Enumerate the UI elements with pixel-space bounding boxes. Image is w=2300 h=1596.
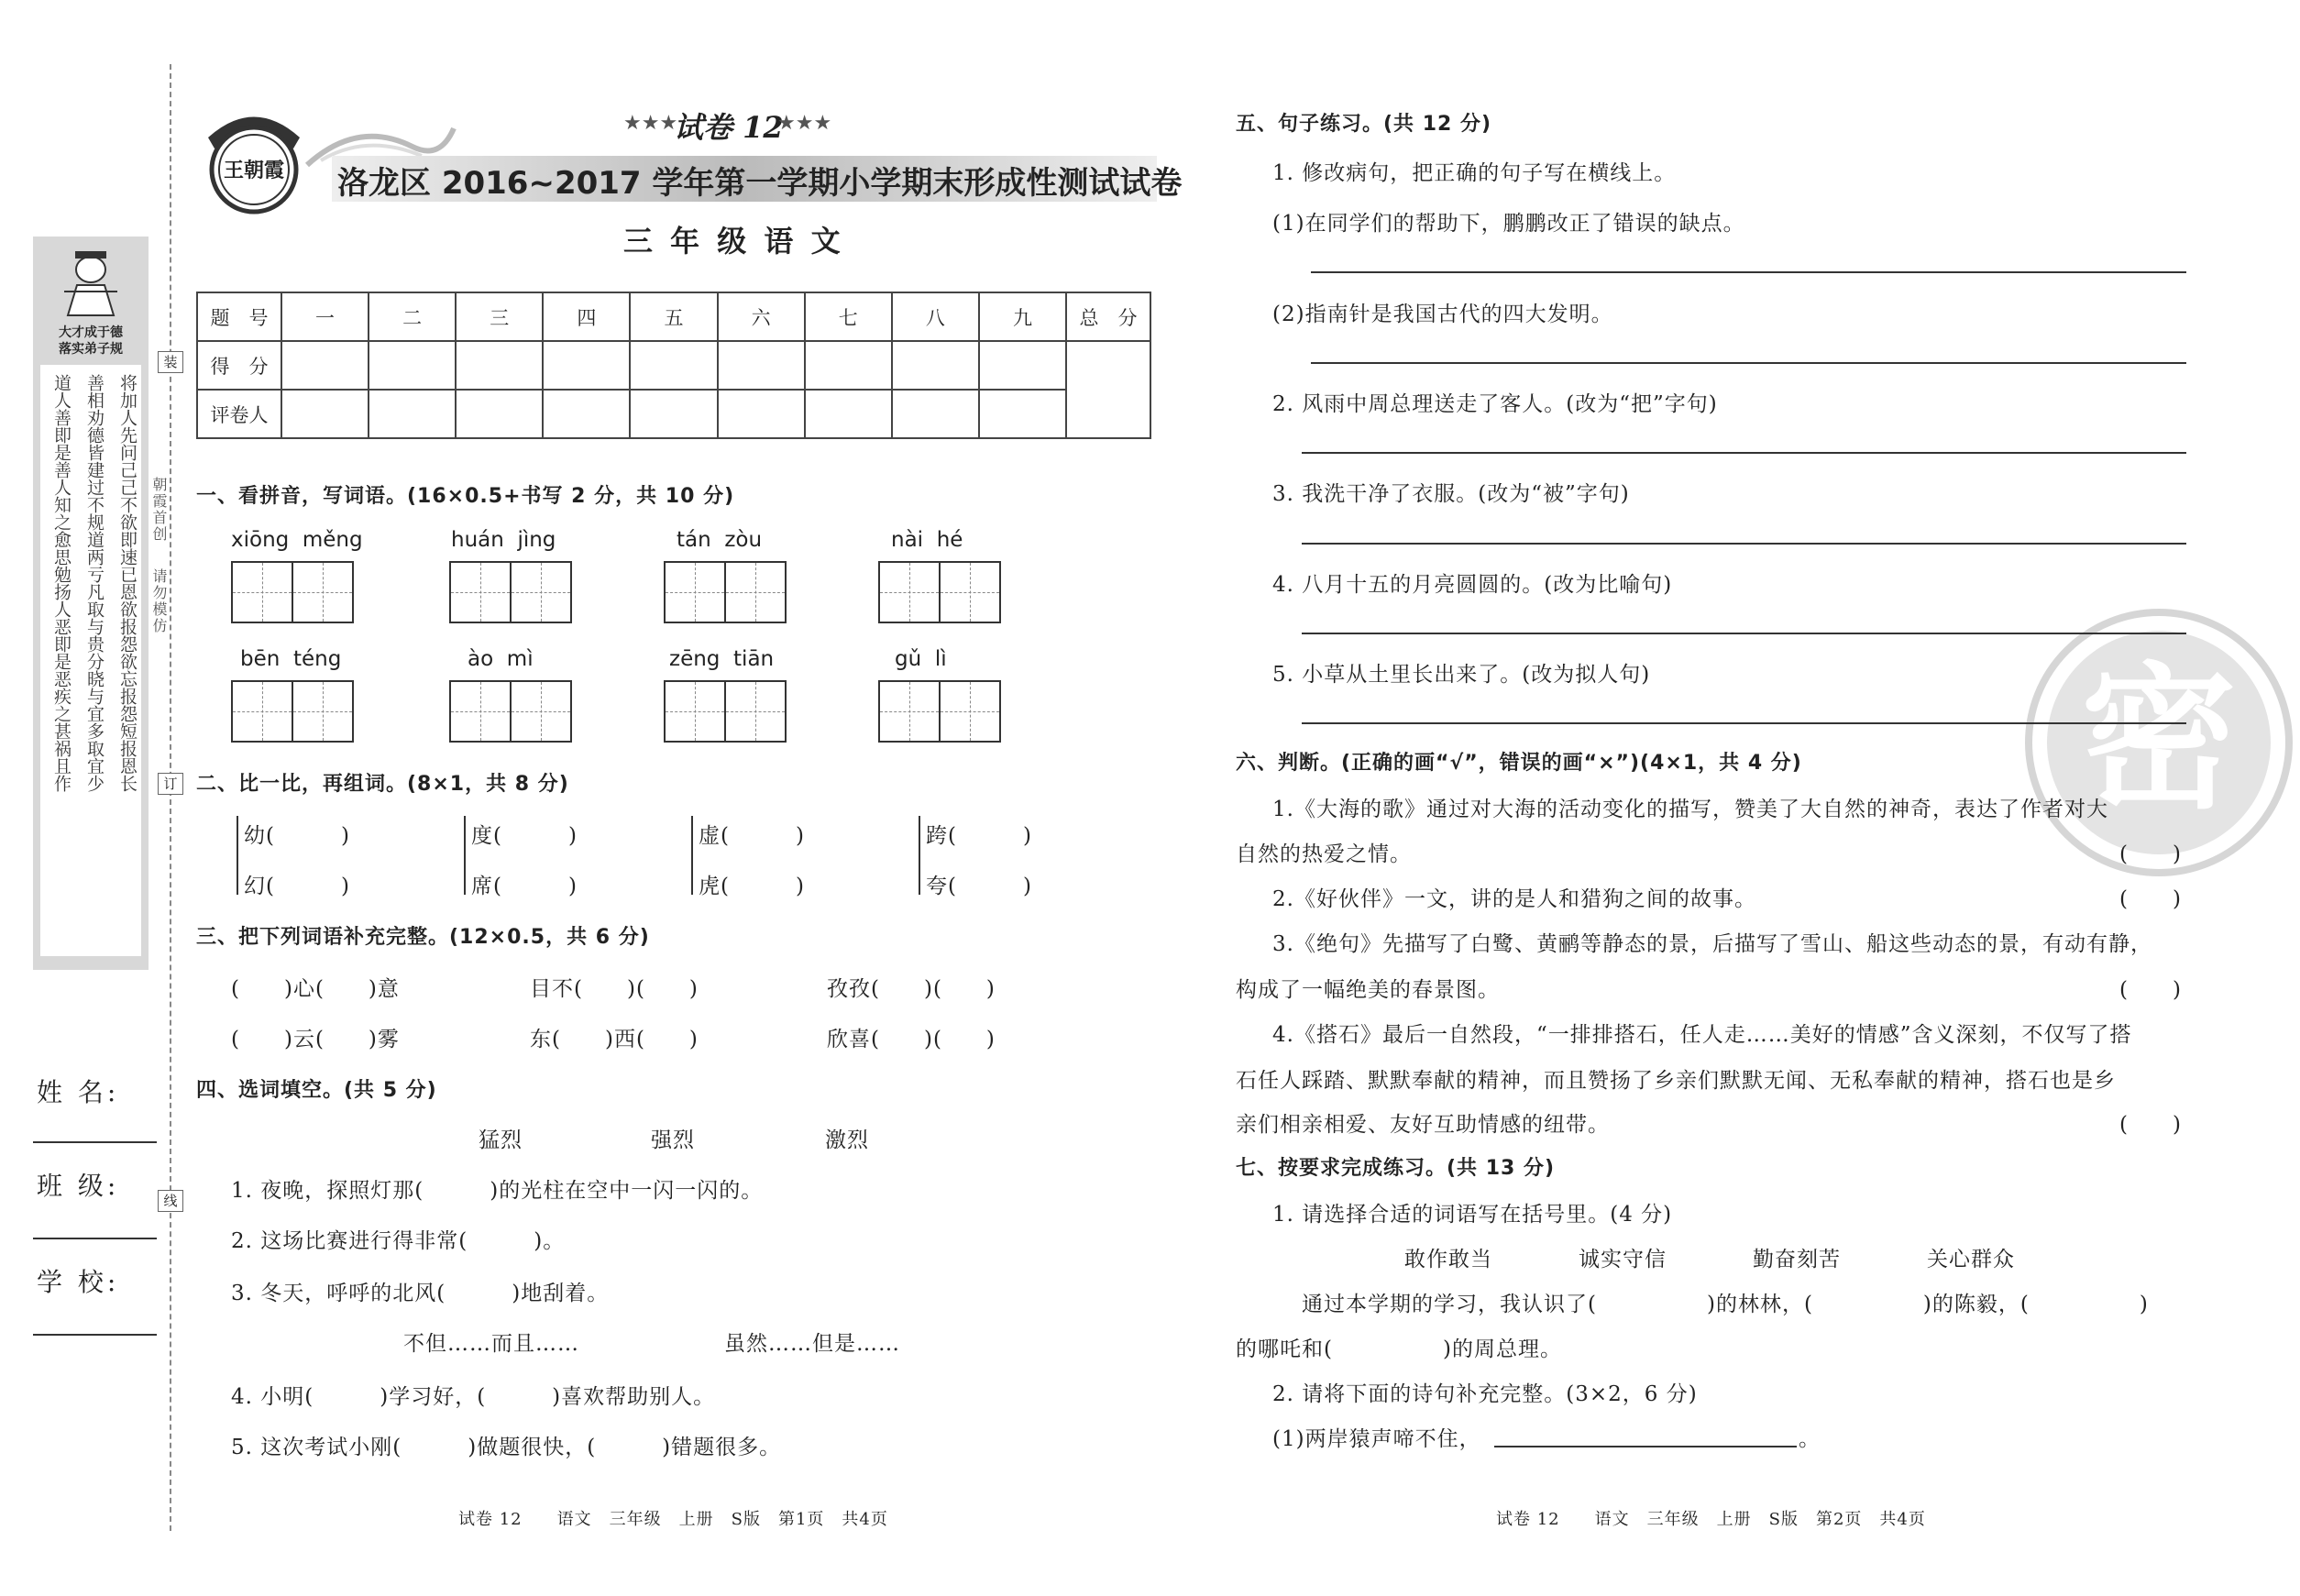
- idiom-fill[interactable]: ( )心( )意: [231, 977, 400, 1001]
- score-cell[interactable]: [805, 341, 892, 390]
- pinyin: gǔ lì: [895, 647, 947, 671]
- judge-text: 1.《大海的歌》通过对大海的活动变化的描写，赞美了大自然的神奇，表达了作者对大: [1272, 798, 2108, 821]
- paper-label-wrap: [674, 105, 784, 147]
- judge-bracket[interactable]: ( ): [2119, 1113, 2182, 1137]
- compare-word[interactable]: 幻( ): [244, 875, 350, 898]
- question-text[interactable]: 3. 冬天，呼呼的北风( )地刮着。: [231, 1282, 610, 1305]
- footer-left: 试卷 12 语文 三年级 上册 S版 第1页 共4页: [458, 1510, 888, 1529]
- pinyin: zēng tiān: [669, 647, 775, 671]
- answer-line[interactable]: [1302, 722, 2186, 724]
- char-grid[interactable]: [664, 680, 787, 743]
- pinyin: nài hé: [891, 528, 963, 552]
- judge-text: 2.《好伙伴》一文，讲的是人和猎狗之间的故事。: [1272, 887, 1756, 911]
- compare-word[interactable]: 虎( ): [699, 875, 805, 898]
- question-text[interactable]: 1. 夜晚，探照灯那( )的光柱在空中一闪一闪的。: [231, 1179, 764, 1203]
- brace: [919, 816, 920, 895]
- paper-label: 试卷: [674, 110, 733, 145]
- header-cell: 九: [979, 292, 1066, 341]
- judge-bracket[interactable]: ( ): [2119, 887, 2182, 911]
- grader-cell[interactable]: [369, 390, 456, 438]
- header-cell: 五: [630, 292, 717, 341]
- poem-answer-line[interactable]: [1494, 1446, 1797, 1447]
- grader-cell[interactable]: [718, 390, 805, 438]
- motto-panel: [33, 237, 149, 970]
- section1-title: 一、看拼音，写词语。(16×0.5+书写 2 分，共 10 分): [196, 485, 735, 508]
- judge-text: 3.《绝句》先描写了白鹭、黄鹂等静态的景，后描写了雪山、船这些动态的景，有动有静，: [1272, 932, 2152, 956]
- motto-top-1: 大才成于德: [59, 325, 123, 340]
- fill-text[interactable]: 通过本学期的学习，我认识了( )的林林，( )的陈毅，( ): [1302, 1293, 2149, 1316]
- class-field[interactable]: [33, 1238, 157, 1239]
- score-cell[interactable]: [456, 341, 543, 390]
- header-cell: 六: [718, 292, 805, 341]
- word-option: 强烈: [651, 1128, 695, 1152]
- char-grid[interactable]: [878, 680, 1001, 743]
- pinyin: ào mì: [468, 647, 534, 671]
- answer-line[interactable]: [1302, 543, 2186, 545]
- fill-text[interactable]: 的哪吒和( )的周总理。: [1236, 1337, 1562, 1361]
- compare-word[interactable]: 幼( ): [244, 824, 350, 848]
- judge-text: 石任人踩踏、默默奉献的精神，而且赞扬了乡亲们默默无闻、无私奉献的精神，搭石也是乡: [1236, 1069, 2116, 1093]
- header-cell: 四: [543, 292, 630, 341]
- compare-word[interactable]: 跨( ): [926, 824, 1032, 848]
- char-grid[interactable]: [231, 680, 354, 743]
- score-table: [196, 292, 1151, 439]
- question-text[interactable]: 5. 这次考试小刚( )做题很快，( )错题很多。: [231, 1436, 782, 1459]
- binding-tag: 线: [158, 1190, 183, 1212]
- header-cell: 一: [281, 292, 369, 341]
- section5-title: 五、句子练习。(共 12 分): [1236, 113, 1492, 136]
- idiom-fill[interactable]: 孜孜( )( ): [827, 977, 996, 1001]
- header-cell: 二: [369, 292, 456, 341]
- word-option: 诚实守信: [1579, 1248, 1667, 1271]
- name-label: 姓 名:: [37, 1077, 120, 1107]
- question-text: 5. 小草从土里长出来了。(改为拟人句): [1272, 663, 1651, 687]
- compare-word[interactable]: 虚( ): [699, 824, 805, 848]
- poem-period: 。: [1799, 1427, 1821, 1451]
- total-score-cell[interactable]: [1066, 341, 1150, 438]
- question-text: (2)指南针是我国古代的四大发明。: [1272, 303, 1613, 326]
- word-option: 虽然……但是……: [724, 1332, 900, 1356]
- name-field[interactable]: [33, 1141, 157, 1143]
- header-cell: 总 分: [1066, 292, 1150, 341]
- header-cell: 三: [456, 292, 543, 341]
- grader-cell[interactable]: [630, 390, 717, 438]
- score-cell[interactable]: [892, 341, 979, 390]
- judge-bracket[interactable]: ( ): [2119, 842, 2182, 866]
- row-label: 得 分: [197, 341, 281, 390]
- binding-tag: 订: [158, 773, 183, 795]
- class-label: 班 级:: [37, 1171, 120, 1201]
- char-grid[interactable]: [231, 561, 354, 623]
- answer-line[interactable]: [1311, 362, 2186, 364]
- question-text: 3. 我洗干净了衣服。(改为“被”字句): [1272, 482, 1630, 506]
- motto-column: 道人善即是善人知之愈思勉扬人恶即是恶疾之甚祸且作: [51, 374, 72, 792]
- note-original: 朝霞首创: [150, 477, 168, 543]
- school-field[interactable]: [33, 1334, 157, 1336]
- pinyin: bēn téng: [240, 647, 342, 671]
- score-cell[interactable]: [543, 341, 630, 390]
- score-row: [197, 341, 1150, 390]
- char-grid[interactable]: [449, 561, 572, 623]
- stars-left: ★★★: [623, 112, 678, 135]
- compare-word[interactable]: 夸( ): [926, 875, 1032, 898]
- pinyin: tán zòu: [677, 528, 763, 552]
- question-text: 4. 八月十五的月亮圆圆的。(改为比喻句): [1272, 573, 1673, 597]
- brace: [464, 816, 466, 895]
- idiom-fill[interactable]: 欣喜( )( ): [827, 1028, 996, 1051]
- judge-text: 亲们相亲相爱、友好互助情感的纽带。: [1236, 1113, 1610, 1137]
- word-option: 激烈: [825, 1128, 869, 1152]
- idiom-fill[interactable]: 东( )西( ): [530, 1028, 699, 1051]
- word-option: 不但……而且……: [403, 1332, 579, 1356]
- grader-cell[interactable]: [805, 390, 892, 438]
- header-cell: 七: [805, 292, 892, 341]
- compare-word[interactable]: 度( ): [471, 824, 578, 848]
- grader-cell[interactable]: [543, 390, 630, 438]
- motto-text-area: [40, 365, 141, 956]
- grader-cell[interactable]: [892, 390, 979, 438]
- word-option: 关心群众: [1927, 1248, 2015, 1271]
- question-text: 1. 请选择合适的词语写在括号里。(4 分): [1272, 1203, 1673, 1227]
- question-text: 2. 请将下面的诗句补充完整。(3×2，6 分): [1272, 1382, 1698, 1406]
- idiom-fill[interactable]: 目不( )( ): [530, 977, 699, 1001]
- word-option: 勤奋刻苦: [1753, 1248, 1841, 1271]
- judge-text: 4.《搭石》最后一自然段，“一排排搭石，任人走……美好的情感”含义深刻，不仅写了搭: [1272, 1023, 2132, 1047]
- judge-text: 自然的热爱之情。: [1236, 842, 1412, 866]
- binding-line: [170, 64, 171, 1531]
- brand-logo: [194, 101, 314, 215]
- answer-line[interactable]: [1311, 271, 2186, 273]
- answer-line[interactable]: [1302, 633, 2186, 634]
- note-no-copy: 请勿模仿: [150, 568, 168, 634]
- answer-line[interactable]: [1302, 452, 2186, 454]
- section6-title: 六、判断。(正确的画“√”，错误的画“×”)(4×1，共 4 分): [1236, 752, 1802, 775]
- binding-tag: 装: [158, 351, 183, 373]
- score-cell[interactable]: [630, 341, 717, 390]
- motto-top-2: 落实弟子规: [59, 342, 123, 357]
- footer-right: 试卷 12 语文 三年级 上册 S版 第2页 共4页: [1496, 1510, 1926, 1529]
- question-text: 2. 风雨中周总理送走了客人。(改为“把”字句): [1272, 392, 1718, 416]
- brace: [691, 816, 693, 895]
- poem-prompt: (1)两岸猿声啼不住，: [1272, 1427, 1481, 1451]
- score-cell[interactable]: [281, 341, 369, 390]
- section7-title: 七、按要求完成练习。(共 13 分): [1236, 1157, 1556, 1180]
- exam-title: 洛龙区 2016~2017 学年第一学期小学期末形成性测试试卷: [337, 165, 1183, 202]
- paper-number: 12: [743, 110, 784, 145]
- header-cell: 八: [892, 292, 979, 341]
- char-grid[interactable]: [878, 561, 1001, 623]
- stars-right: ★★★: [777, 112, 832, 135]
- word-option: 敢作敢当: [1404, 1248, 1492, 1271]
- logo-text: 王朝霞: [223, 159, 285, 182]
- word-option: 猛烈: [479, 1128, 523, 1152]
- char-grid[interactable]: [664, 561, 787, 623]
- header-cell: 题 号: [197, 292, 281, 341]
- judge-bracket[interactable]: ( ): [2119, 978, 2182, 1002]
- seal-text: 密: [2080, 649, 2238, 831]
- pinyin: huán jìng: [451, 528, 556, 552]
- scholar-figure-icon: [59, 244, 123, 317]
- score-cell[interactable]: [369, 341, 456, 390]
- section3-title: 三、把下列词语补充完整。(12×0.5，共 6 分): [196, 926, 650, 949]
- pinyin: xiōng měng: [231, 528, 363, 552]
- section2-title: 二、比一比，再组词。(8×1，共 8 分): [196, 773, 569, 796]
- grader-row: [197, 390, 1150, 438]
- question-text[interactable]: 4. 小明( )学习好，( )喜欢帮助别人。: [231, 1385, 716, 1409]
- score-cell[interactable]: [979, 341, 1066, 390]
- subject-title: 三 年 级 语 文: [623, 224, 844, 259]
- section4-title: 四、选词填空。(共 5 分): [196, 1079, 437, 1102]
- motto-column: 将加人先问己己不欲即速已恩欲报怨欲忘报怨短报恩长: [117, 374, 138, 792]
- brace: [237, 816, 238, 895]
- school-label: 学 校:: [37, 1267, 120, 1297]
- question-text[interactable]: 2. 这场比赛进行得非常( )。: [231, 1229, 566, 1253]
- char-grid[interactable]: [449, 680, 572, 743]
- score-header-row: [197, 292, 1150, 341]
- compare-word[interactable]: 席( ): [471, 875, 578, 898]
- motto-column: 善相劝德皆建过不规道两亏凡取与贵分晓与宜多取宜少: [84, 374, 105, 792]
- score-cell[interactable]: [718, 341, 805, 390]
- judge-text: 构成了一幅绝美的春景图。: [1236, 978, 1500, 1002]
- grader-cell[interactable]: [979, 390, 1066, 438]
- grader-cell[interactable]: [281, 390, 369, 438]
- idiom-fill[interactable]: ( )云( )雾: [231, 1028, 400, 1051]
- row-label: 评卷人: [197, 390, 281, 438]
- question-text: (1)在同学们的帮助下，鹏鹏改正了错误的缺点。: [1272, 212, 1745, 236]
- grader-cell[interactable]: [456, 390, 543, 438]
- question-text: 1. 修改病句，把正确的句子写在横线上。: [1272, 161, 1677, 185]
